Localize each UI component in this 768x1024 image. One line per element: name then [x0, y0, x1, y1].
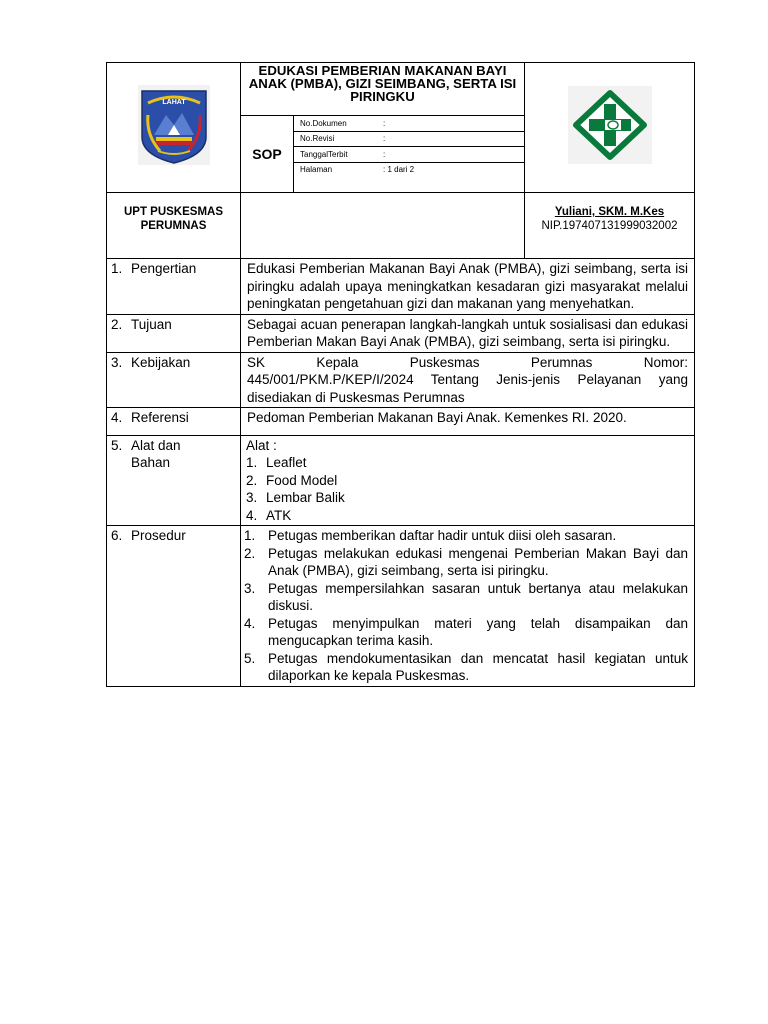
document-meta-table: [294, 116, 524, 177]
step-text: Petugas melakukan edukasi mengenai Pemberian Makan Bayi dan Anak (PMBA), gizi seimbang, serta isi piringku.: [268, 545, 688, 578]
section-number: 1.: [111, 261, 123, 276]
section-title: Referensi: [131, 410, 189, 425]
section-number: 3.: [111, 354, 123, 370]
list-item: [246, 507, 688, 525]
section-text: [241, 435, 695, 526]
section-text: Pedoman Pemberian Makanan Bayi Anak. Kemenkes RI. 2020.: [241, 408, 695, 436]
item-number: 1.: [246, 455, 258, 470]
list-item: [246, 454, 688, 472]
meta-value: :: [383, 131, 524, 147]
section-number: 6.: [111, 528, 123, 543]
kebijakan-line-1: SK Kepala Puskesmas Perumnas Nomor:: [247, 354, 688, 370]
sop-table: [106, 62, 695, 687]
alat-list: [246, 454, 688, 524]
step-number: 5.: [244, 650, 256, 666]
section-kebijakan: [107, 352, 695, 408]
section-prosedur: [107, 526, 695, 687]
step-text: Petugas memberikan daftar hadir untuk diisi oleh sasaran.: [268, 528, 617, 543]
prosedur-list: [244, 527, 688, 685]
list-item: [244, 615, 688, 650]
section-number: 4.: [111, 410, 123, 425]
meta-row-tanggal-terbit: [294, 147, 524, 163]
section-title: Kebijakan: [131, 354, 191, 370]
item-text: Leaflet: [266, 455, 307, 470]
step-text: Petugas mempersilahkan sasaran untuk bertanya atau melakukan diskusi.: [268, 580, 688, 613]
document-title: EDUKASI PEMBERIAN MAKANAN BAYI ANAK (PMBA), GIZI SEIMBANG, SERTA ISI PIRINGKU: [241, 63, 525, 116]
list-item: [244, 580, 688, 615]
signatory-name: Yuliani, SKM. M.Kes: [554, 206, 665, 218]
meta-value: :: [383, 116, 524, 131]
step-text: Petugas menyimpulkan materi yang telah disampaikan dan mengucapkan terima kasih.: [268, 615, 688, 648]
item-number: 4.: [246, 507, 258, 523]
meta-key: No.Revisi: [294, 131, 383, 147]
section-text: [241, 352, 695, 408]
step-number: 2.: [244, 545, 256, 561]
list-item: [244, 545, 688, 580]
kebijakan-text: 445/001/PKM.P/KEP/I/2024 Tentang Jenis-jenis Pelayanan yang disediakan di Puskesmas Perumnas: [247, 372, 688, 405]
item-number: 2.: [246, 472, 258, 488]
section-label: [107, 314, 241, 352]
meta-value: :: [383, 147, 524, 163]
puskesmas-logo-icon: [568, 86, 652, 164]
item-text: ATK: [266, 507, 292, 523]
section-label: [107, 526, 241, 687]
section-alat-bahan: [107, 435, 695, 526]
meta-row-no-revisi: [294, 131, 524, 147]
section-title: Alat dan: [131, 437, 181, 453]
section-tujuan: [107, 314, 695, 352]
document-meta-cell: [294, 116, 525, 193]
section-title-line-2: Bahan: [131, 455, 171, 470]
step-number: 4.: [244, 615, 256, 631]
section-number: 5.: [111, 437, 123, 453]
section-referensi: [107, 408, 695, 436]
section-title: Prosedur: [131, 528, 186, 543]
empty-cell: [241, 193, 525, 259]
list-item: [246, 489, 688, 507]
section-text: [241, 526, 695, 687]
meta-value: : 1 dari 2: [383, 165, 415, 175]
step-number: 1.: [244, 528, 256, 543]
section-text: Edukasi Pemberian Makanan Bayi Anak (PMBA), gizi seimbang, serta isi piringku adalah upaya meningkatkan kesadaran gizi masyarakat melalui peningkatan pengetahuan gizi dan makanan yang menyehatkan.: [241, 259, 695, 315]
alat-heading: Alat :: [246, 437, 277, 453]
puskesmas-logo-cell: [525, 63, 695, 193]
signature-cell: [525, 193, 695, 259]
sop-label: SOP: [241, 116, 294, 193]
item-text: Lembar Balik: [266, 490, 345, 505]
meta-key: TanggalTerbit: [294, 147, 383, 163]
section-title: Tujuan: [131, 316, 172, 332]
item-text: Food Model: [266, 472, 338, 488]
signatory-nip: NIP.197407131999032002: [541, 220, 678, 232]
section-label: [107, 408, 241, 436]
section-title: Pengertian: [131, 261, 197, 276]
section-label: [107, 259, 241, 315]
sop-document: [106, 62, 694, 687]
regency-emblem-icon: [138, 85, 210, 165]
section-label: [107, 435, 241, 526]
meta-row-halaman: [294, 162, 524, 177]
section-number: 2.: [111, 316, 123, 332]
section-text: Sebagai acuan penerapan langkah-langkah untuk sosialisasi dan edukasi Pemberian Makan Bayi Anak (PMBA), gizi seimbang, serta isi piringku.: [241, 314, 695, 352]
section-pengertian: [107, 259, 695, 315]
list-item: [244, 527, 688, 545]
meta-row-no-dokumen: [294, 116, 524, 131]
section-label: [107, 352, 241, 408]
regency-logo-cell: [107, 63, 241, 193]
item-number: 3.: [246, 490, 258, 505]
emblem-lettering: LAHAT: [161, 99, 186, 106]
organization-name: UPT PUSKESMAS PERUMNAS: [107, 193, 241, 259]
step-number: 3.: [244, 580, 256, 596]
meta-key: No.Dokumen: [294, 116, 383, 131]
step-text: Petugas mendokumentasikan dan mencatat hasil kegiatan untuk dilaporkan ke kepala Puskesmas.: [268, 650, 688, 683]
meta-key: Halaman: [300, 165, 333, 175]
list-item: [246, 472, 688, 490]
list-item: [244, 650, 688, 685]
